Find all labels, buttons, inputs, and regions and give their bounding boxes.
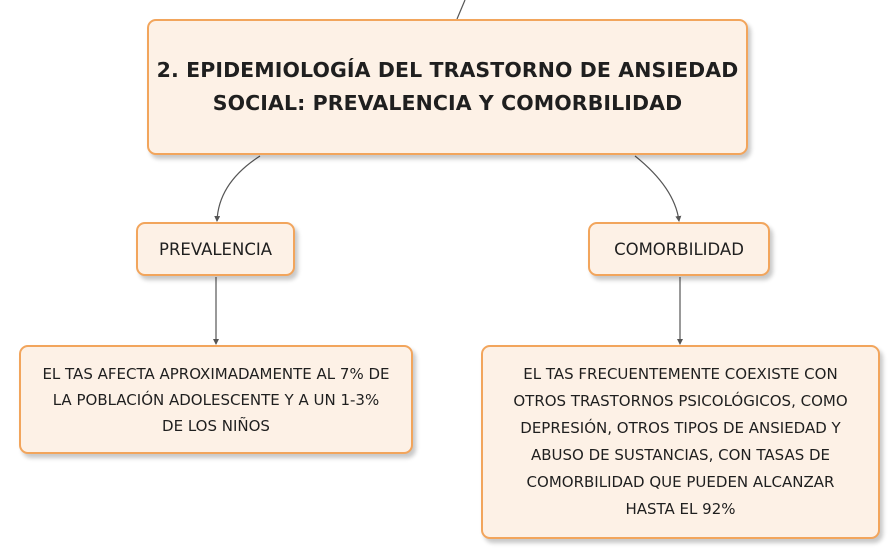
connector-parent-to-title [457, 0, 465, 19]
prevalencia-detail-node[interactable] [19, 345, 413, 454]
connector-title-to-comorbilidad [635, 156, 679, 221]
comorbilidad-detail-node[interactable] [481, 345, 880, 539]
comorbilidad-node[interactable] [588, 222, 770, 276]
prevalencia-label: PREVALENCIA [159, 239, 272, 259]
prevalencia-detail-text: EL TAS AFECTA APROXIMADAMENTE AL 7% DE LA POBLACIÓN ADOLESCENTE Y A UN 1-3% DE LOS NIÑOS [42, 364, 390, 435]
main-topic-node[interactable] [147, 19, 748, 155]
connector-title-to-prevalencia [217, 156, 260, 221]
main-topic-label: 2. EPIDEMIOLOGÍA DEL TRASTORNO DE ANSIEDAD SOCIAL: PREVALENCIA Y COMORBILIDAD [156, 58, 739, 115]
prevalencia-node[interactable] [136, 222, 295, 276]
comorbilidad-label: COMORBILIDAD [614, 239, 744, 259]
comorbilidad-detail-text: EL TAS FRECUENTEMENTE COEXISTE CON OTROS TRASTORNOS PSICOLÓGICOS, COMO DEPRESIÓN, OTROS TIPOS DE ANSIEDAD Y ABUSO DE SUSTANCIAS, CON TASAS DE COMORBILIDAD QUE PUEDEN ALCANZAR HASTA EL 92% [513, 365, 848, 518]
